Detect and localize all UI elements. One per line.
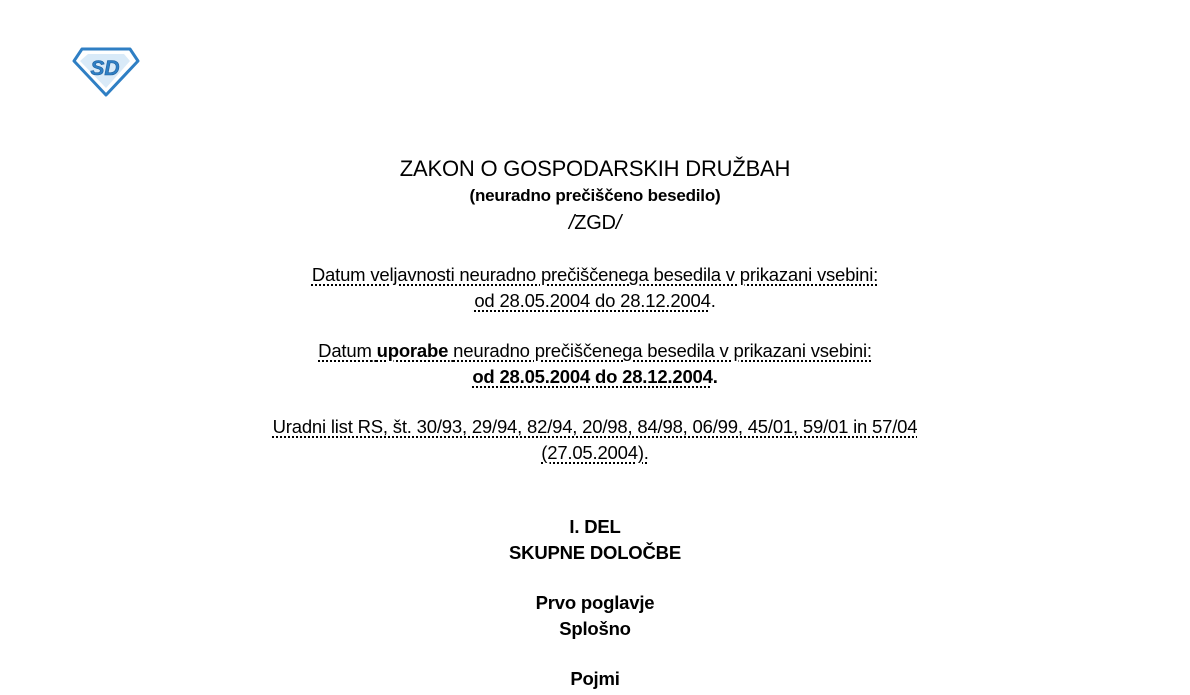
validity-suffix: . — [710, 290, 716, 311]
part-number: I. DEL — [569, 516, 621, 537]
document-subtitle: (neuradno prečiščeno besedilo) — [469, 186, 721, 205]
usage-prefix-2: neuradno prečiščenega besedila v prikazani vsebini: — [453, 340, 872, 361]
validity-prefix-text: Datum veljavnosti neuradno prečiščenega besedila v prikazani vsebini: — [311, 264, 879, 285]
gazette-line-2-text: (27.05.2004). — [541, 442, 649, 463]
validity-range — [0, 290, 1190, 312]
usage-prefix — [0, 340, 1190, 362]
gazette-line-1-text: Uradni list RS, št. 30/93, 29/94, 82/94, 20/98, 84/98, 06/99, 45/01, 59/01 in 57/04 — [272, 416, 918, 437]
sd-shield-logo-icon — [72, 46, 140, 98]
usage-suffix: . — [712, 366, 718, 387]
section-title: Pojmi — [570, 668, 620, 689]
usage-prefix-1: Datum — [318, 340, 372, 361]
gazette-line-2 — [0, 442, 1190, 464]
abbreviation-delimiter-left: / — [568, 212, 575, 234]
document-title: ZAKON O GOSPODARSKIH DRUŽBAH — [399, 156, 791, 181]
usage-prefix-bold: uporabe — [376, 340, 449, 361]
validity-range-text: od 28.05.2004 do 28.12.2004 — [474, 290, 711, 311]
logo-text: SD — [90, 57, 120, 80]
usage-range — [0, 366, 1190, 388]
chapter-title: Splošno — [559, 618, 631, 639]
document-abbreviation — [0, 212, 1190, 235]
abbreviation-text: ZGD — [574, 212, 616, 234]
usage-range-text: od 28.05.2004 do 28.12.2004 — [472, 366, 713, 387]
gazette-line-1 — [0, 416, 1190, 438]
part-title: SKUPNE DOLOČBE — [509, 542, 681, 563]
abbreviation-delimiter-right: / — [615, 212, 622, 234]
chapter-number: Prvo poglavje — [535, 592, 655, 613]
validity-prefix — [0, 264, 1190, 286]
